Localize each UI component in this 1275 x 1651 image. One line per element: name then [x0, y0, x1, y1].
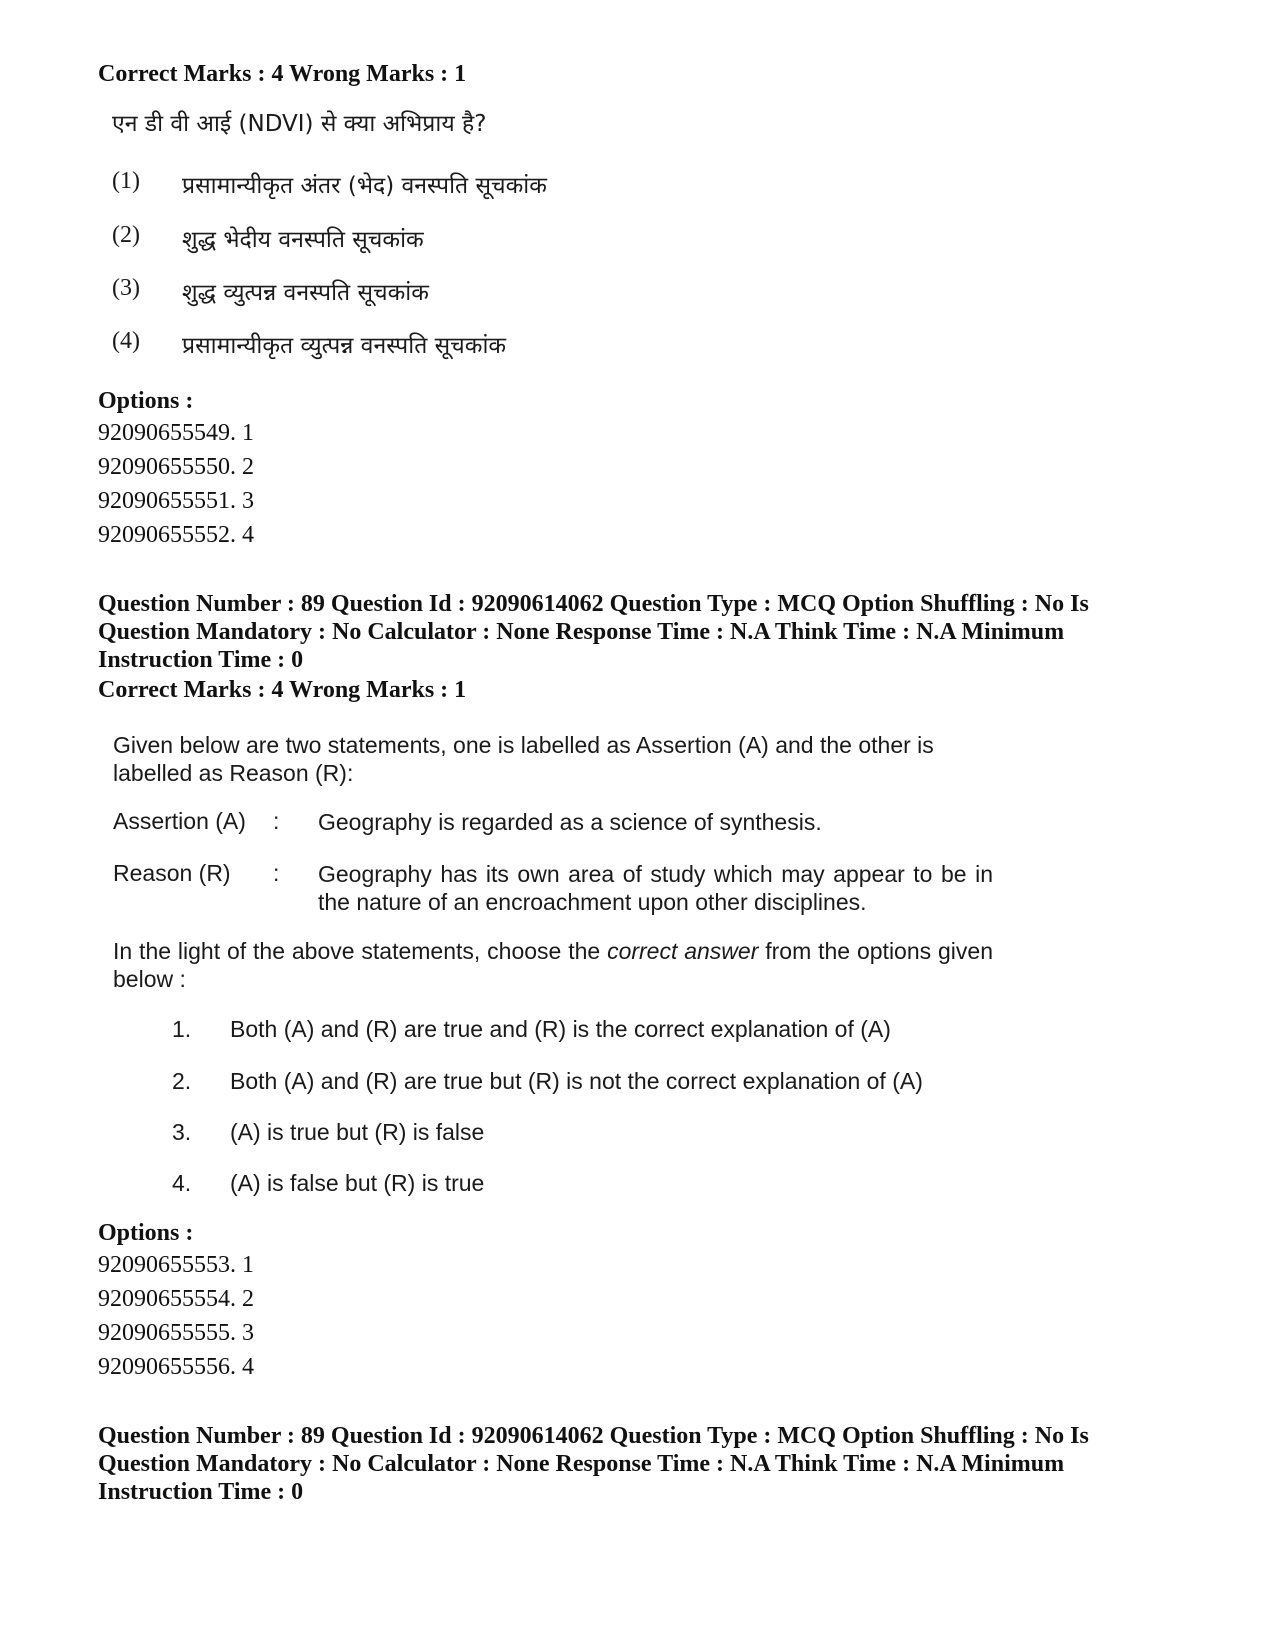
- option-id: 92090655554. 2: [98, 1286, 254, 1312]
- option-id: 92090655550. 2: [98, 454, 254, 480]
- choice-text: शुद्ध व्युत्पन्न वनस्पति सूचकांक: [182, 280, 429, 306]
- choice-text: (A) is true but (R) is false: [230, 1119, 485, 1145]
- question-meta-line: Instruction Time : 0: [98, 647, 304, 673]
- question-meta-line: Question Number : 89 Question Id : 92090614062 Question Type : MCQ Option Shuffling : No Is: [98, 1423, 1089, 1449]
- correct-marks-line: Correct Marks : 4 Wrong Marks : 1: [98, 677, 467, 703]
- question-meta-line: Question Mandatory : No Calculator : None Response Time : N.A Think Time : N.A Minimum: [98, 1451, 1065, 1477]
- question-text-hindi: एन डी वी आई (NDVI) से क्या अभिप्राय है?: [112, 111, 487, 137]
- instruction-pre: In the light of the above statements, choose the: [113, 938, 608, 964]
- choice-text: प्रसामान्यीकृत व्युत्पन्न वनस्पति सूचकांक: [182, 333, 507, 359]
- question-choice: [112, 168, 547, 200]
- question-choice: [172, 1170, 484, 1197]
- choice-text: Both (A) and (R) are true and (R) is the correct explanation of (A): [230, 1016, 891, 1042]
- options-heading: Options :: [98, 388, 194, 414]
- option-id: 92090655549. 1: [98, 420, 254, 446]
- instruction-text: [113, 937, 993, 993]
- question-meta-line: Instruction Time : 0: [98, 1479, 304, 1505]
- choice-number: (4): [112, 328, 140, 354]
- question-choice: [172, 1119, 484, 1146]
- question-choice: [112, 328, 506, 360]
- choice-text: (A) is false but (R) is true: [230, 1170, 485, 1196]
- options-list: [98, 1248, 254, 1384]
- question-meta-line: Question Number : 89 Question Id : 92090614062 Question Type : MCQ Option Shuffling : No Is: [98, 591, 1089, 617]
- choice-number: (2): [112, 222, 140, 248]
- choice-text: Both (A) and (R) are true but (R) is not the correct explanation of (A): [230, 1068, 923, 1094]
- question-choice: [112, 275, 429, 307]
- instruction-post: from the options given below :: [113, 938, 993, 992]
- reason-label: Reason (R): [113, 860, 231, 886]
- reason-text: Geography has its own area of study which may appear to be in the nature of an encroachment upon other disciplines.: [318, 861, 993, 915]
- choice-text: प्रसामान्यीकृत अंतर (भेद) वनस्पति सूचकांक: [182, 173, 547, 199]
- choice-number: (3): [112, 275, 140, 301]
- question-choice: [172, 1016, 891, 1043]
- option-id: 92090655553. 1: [98, 1252, 254, 1278]
- option-id: 92090655555. 3: [98, 1320, 254, 1346]
- choice-number: 3.: [172, 1119, 192, 1145]
- question-meta: [98, 1422, 1089, 1506]
- instruction-emphasis: correct answer: [607, 938, 759, 964]
- question-choice: [172, 1068, 923, 1095]
- choice-number: 1.: [172, 1016, 192, 1042]
- reason-colon: :: [273, 860, 280, 886]
- choice-number: (1): [112, 168, 140, 194]
- question-meta: [98, 590, 1089, 674]
- assertion-label: Assertion (A): [113, 808, 246, 834]
- assertion-text: Geography is regarded as a science of synthesis.: [318, 809, 822, 835]
- option-id: 92090655552. 4: [98, 522, 254, 548]
- option-id: 92090655556. 4: [98, 1354, 254, 1380]
- choice-text: शुद्ध भेदीय वनस्पति सूचकांक: [182, 227, 424, 253]
- assertion-colon: :: [273, 808, 280, 834]
- question-meta-line: Question Mandatory : No Calculator : None Response Time : N.A Think Time : N.A Minimum: [98, 619, 1065, 645]
- options-heading: Options :: [98, 1220, 194, 1246]
- choice-number: 2.: [172, 1068, 192, 1094]
- question-intro: Given below are two statements, one is labelled as Assertion (A) and the other is labelled as Reason (R):: [113, 732, 934, 786]
- choice-number: 4.: [172, 1170, 192, 1196]
- correct-marks-line: Correct Marks : 4 Wrong Marks : 1: [98, 61, 467, 87]
- option-id: 92090655551. 3: [98, 488, 254, 514]
- question-choice: [112, 222, 424, 254]
- options-list: [98, 416, 254, 552]
